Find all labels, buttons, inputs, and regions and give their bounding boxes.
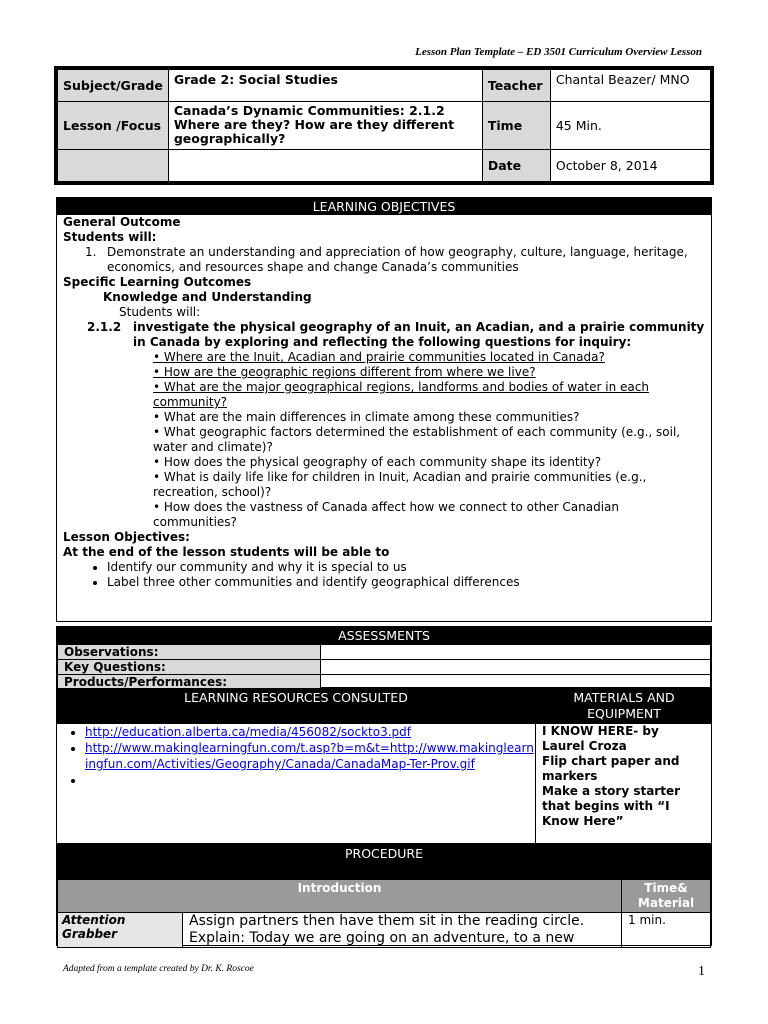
general-outcome-heading: General Outcome	[63, 215, 181, 229]
lesson-objectives-heading: Lesson Objectives:	[63, 530, 190, 544]
knowledge-heading: Knowledge and Understanding	[103, 290, 312, 304]
resource-link[interactable]: http://education.alberta.ca/media/456082/sockto3.pdf	[85, 725, 411, 739]
end-of-lesson-heading: At the end of the lesson students will be able to	[63, 545, 390, 559]
blank-label	[58, 150, 169, 182]
attention-grabber-text: Assign partners then have them sit in the reading circle. Explain: Today we are going on an adventure, to a new	[183, 913, 622, 948]
specific-outcomes-heading: Specific Learning Outcomes	[63, 275, 252, 289]
page-number: 1	[698, 964, 705, 979]
assessments-section	[56, 626, 712, 688]
assessment-observations-value	[321, 645, 711, 660]
materials-title: MATERIALS AND EQUIPMENT	[573, 690, 675, 721]
slo-item: 2.1.2 investigate the physical geography of an Inuit, an Acadian, and a prairie community in Canada by exploring and reflecting the following questions for inquiry:	[87, 320, 705, 349]
template-title: Lesson Plan Template – ED 3501 Curriculum Overview Lesson	[415, 46, 702, 58]
subject-value: Grade 2: Social Studies	[168, 70, 482, 102]
resources-title: LEARNING RESOURCES CONSULTED	[184, 690, 408, 705]
students-will-sub: Students will:	[119, 305, 201, 319]
procedure-section	[56, 844, 712, 946]
time-material-heading: Time& Material	[622, 880, 711, 913]
lesson-objective-item: • Identify our community and why it is special to us	[107, 560, 705, 575]
resources-section	[56, 688, 712, 844]
material-item: I KNOW HERE- by Laurel Croza	[542, 724, 659, 753]
teacher-label: Teacher	[482, 70, 550, 102]
material-item: Make a story starter that begins with “I Know Here”	[542, 784, 681, 828]
inquiry-question: • How does the vastness of Canada affect how we connect to other Canadian communities?	[153, 500, 619, 529]
time-label: Time	[482, 102, 550, 150]
inquiry-question: • What are the main differences in climate among these communities?	[153, 410, 580, 424]
subject-label: Subject/Grade	[58, 70, 169, 102]
learning-objectives-section	[56, 197, 712, 622]
assessment-observations-label: Observations:	[58, 645, 321, 660]
lesson-objective-item: • Label three other communities and identify geographical differences	[107, 575, 705, 590]
material-item: Flip chart paper and markers	[542, 754, 680, 783]
procedure-title: PROCEDURE	[57, 845, 711, 879]
assessment-key-questions-value	[321, 660, 711, 675]
assessments-title: ASSESSMENTS	[57, 627, 711, 644]
assessment-key-questions-label: Key Questions:	[58, 660, 321, 675]
inquiry-question: • How are the geographic regions different from where we live?	[153, 365, 536, 379]
footer-note: Adapted from a template created by Dr. K. Roscoe	[63, 964, 254, 974]
assessment-products-label: Products/Performances:	[58, 675, 321, 690]
inquiry-questions	[63, 350, 705, 530]
inquiry-question: • How does the physical geography of each community shape its identity?	[153, 455, 602, 469]
teacher-value: Chantal Beazer/ MNO	[550, 70, 710, 102]
lesson-info-table	[54, 66, 714, 185]
resource-link[interactable]: http://www.makinglearningfun.com/t.asp?b=m&t=http://www.makinglearningfun.com/Activities/Geography/Canada/CanadaMap-Ter-Prov.gif	[85, 741, 534, 771]
students-will-heading: Students will:	[63, 230, 157, 244]
lesson-label: Lesson /Focus	[58, 102, 169, 150]
inquiry-question: • What geographic factors determined the establishment of each community (e.g., soil, water and climate)?	[153, 425, 681, 454]
date-value: October 8, 2014	[550, 150, 710, 182]
blank-value	[168, 150, 482, 182]
attention-grabber-time: 1 min.	[622, 913, 711, 948]
inquiry-question: • Where are the Inuit, Acadian and prairie communities located in Canada?	[153, 350, 605, 364]
date-label: Date	[482, 150, 550, 182]
inquiry-question: • What are the major geographical regions, landforms and bodies of water in each community?	[153, 380, 649, 409]
general-outcome-item: 1. Demonstrate an understanding and appreciation of how geography, culture, language, heritage, economics, and resources shape and change Canada’s communities	[85, 245, 688, 274]
introduction-heading: Introduction	[58, 880, 622, 913]
learning-objectives-title: LEARNING OBJECTIVES	[57, 198, 711, 215]
lesson-value: Canada’s Dynamic Communities: 2.1.2 Where are they? How are they different geographically?	[168, 102, 482, 150]
attention-grabber-label: Attention Grabber	[58, 913, 183, 948]
inquiry-question: • What is daily life like for children in Inuit, Acadian and prairie communities (e.g., recreation, school)?	[153, 470, 647, 499]
time-value: 45 Min.	[550, 102, 710, 150]
resource-empty-item	[85, 772, 535, 788]
